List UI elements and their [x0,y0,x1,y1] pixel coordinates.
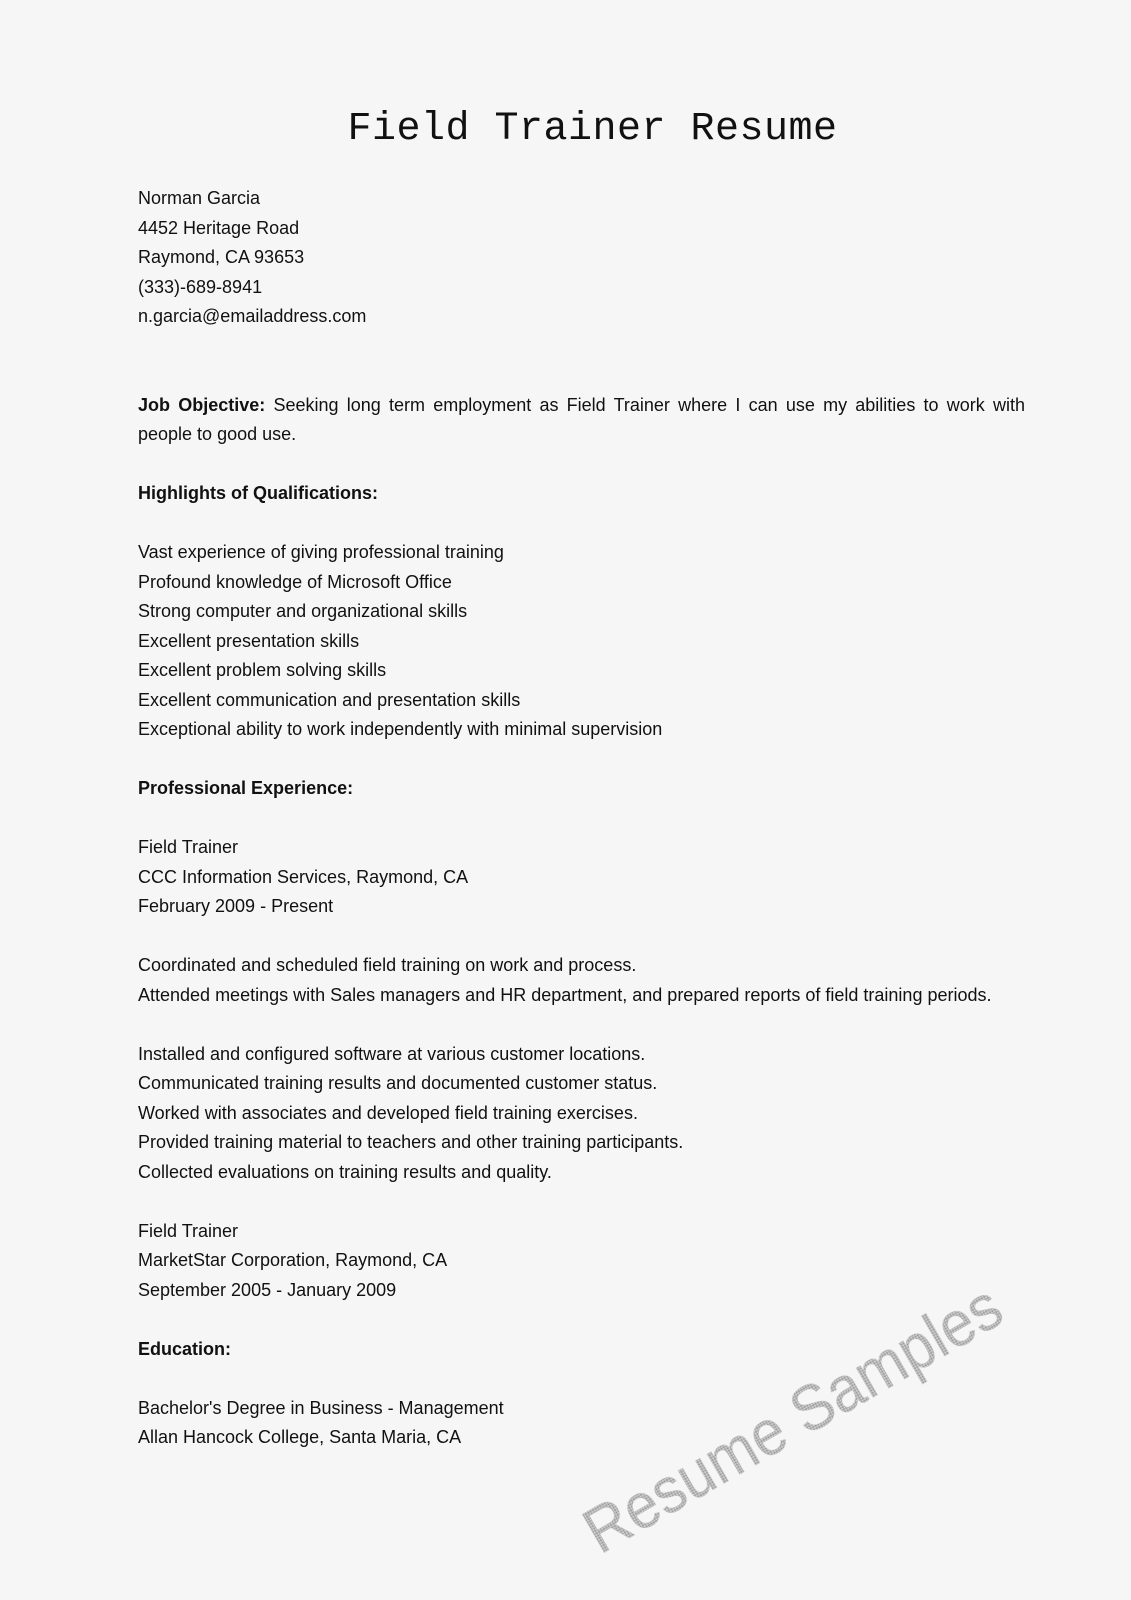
page-title: Field Trainer Resume [347,107,838,152]
contact-city: Raymond, CA 93653 [138,247,305,267]
job-company: MarketStar Corporation, Raymond, CA [138,1250,448,1270]
job-duty: Provided training material to teachers and other training participants. [138,1132,684,1152]
highlight-item: Profound knowledge of Microsoft Office [138,571,452,592]
highlights-heading: Highlights of Qualifications: [138,483,378,503]
job-title: Field Trainer [138,837,239,857]
job-dates: February 2009 - Present [138,896,334,916]
highlight-item: Vast experience of giving professional training [138,542,504,562]
job-dates: September 2005 - January 2009 [138,1279,397,1300]
highlight-item: Strong computer and organizational skills [138,601,468,621]
job-objective [138,391,1025,450]
job-duty: Coordinated and scheduled field training on work and process. [138,955,637,975]
contact-email: n.garcia@emailaddress.com [138,306,367,326]
job-company: CCC Information Services, Raymond, CA [138,866,469,887]
job-duty: Worked with associates and developed field training exercises. [138,1102,638,1123]
objective-text: Seeking long term employment as Field Trainer where I can use my abilities to work with people to good use. [138,394,1025,444]
education-heading: Education: [138,1338,231,1359]
job-duty: Installed and configured software at various customer locations. [138,1043,646,1064]
resume-body [138,184,1025,1453]
watermark-text: Resume Samples [571,1252,1045,1568]
education-degree: Bachelor's Degree in Business - Management [138,1397,504,1418]
contact-phone: (333)-689-8941 [138,276,263,297]
highlight-item: Exceptional ability to work independently with minimal supervision [138,719,663,739]
highlight-item: Excellent presentation skills [138,630,360,651]
highlight-item: Excellent problem solving skills [138,660,387,680]
objective-label: Job Objective: [138,394,266,415]
education-school: Allan Hancock College, Santa Maria, CA [138,1427,462,1447]
job-duty: Communicated training results and documented customer status. [138,1073,658,1093]
job-title: Field Trainer [138,1220,239,1241]
contact-name: Norman Garcia [138,188,261,208]
job-duty: Collected evaluations on training results and quality. [138,1161,552,1182]
experience-heading: Professional Experience: [138,778,354,798]
contact-street: 4452 Heritage Road [138,217,300,238]
highlight-item: Excellent communication and presentation skills [138,689,521,710]
job-duty: Attended meetings with Sales managers and HR department, and prepared reports of field training periods. [138,984,992,1005]
